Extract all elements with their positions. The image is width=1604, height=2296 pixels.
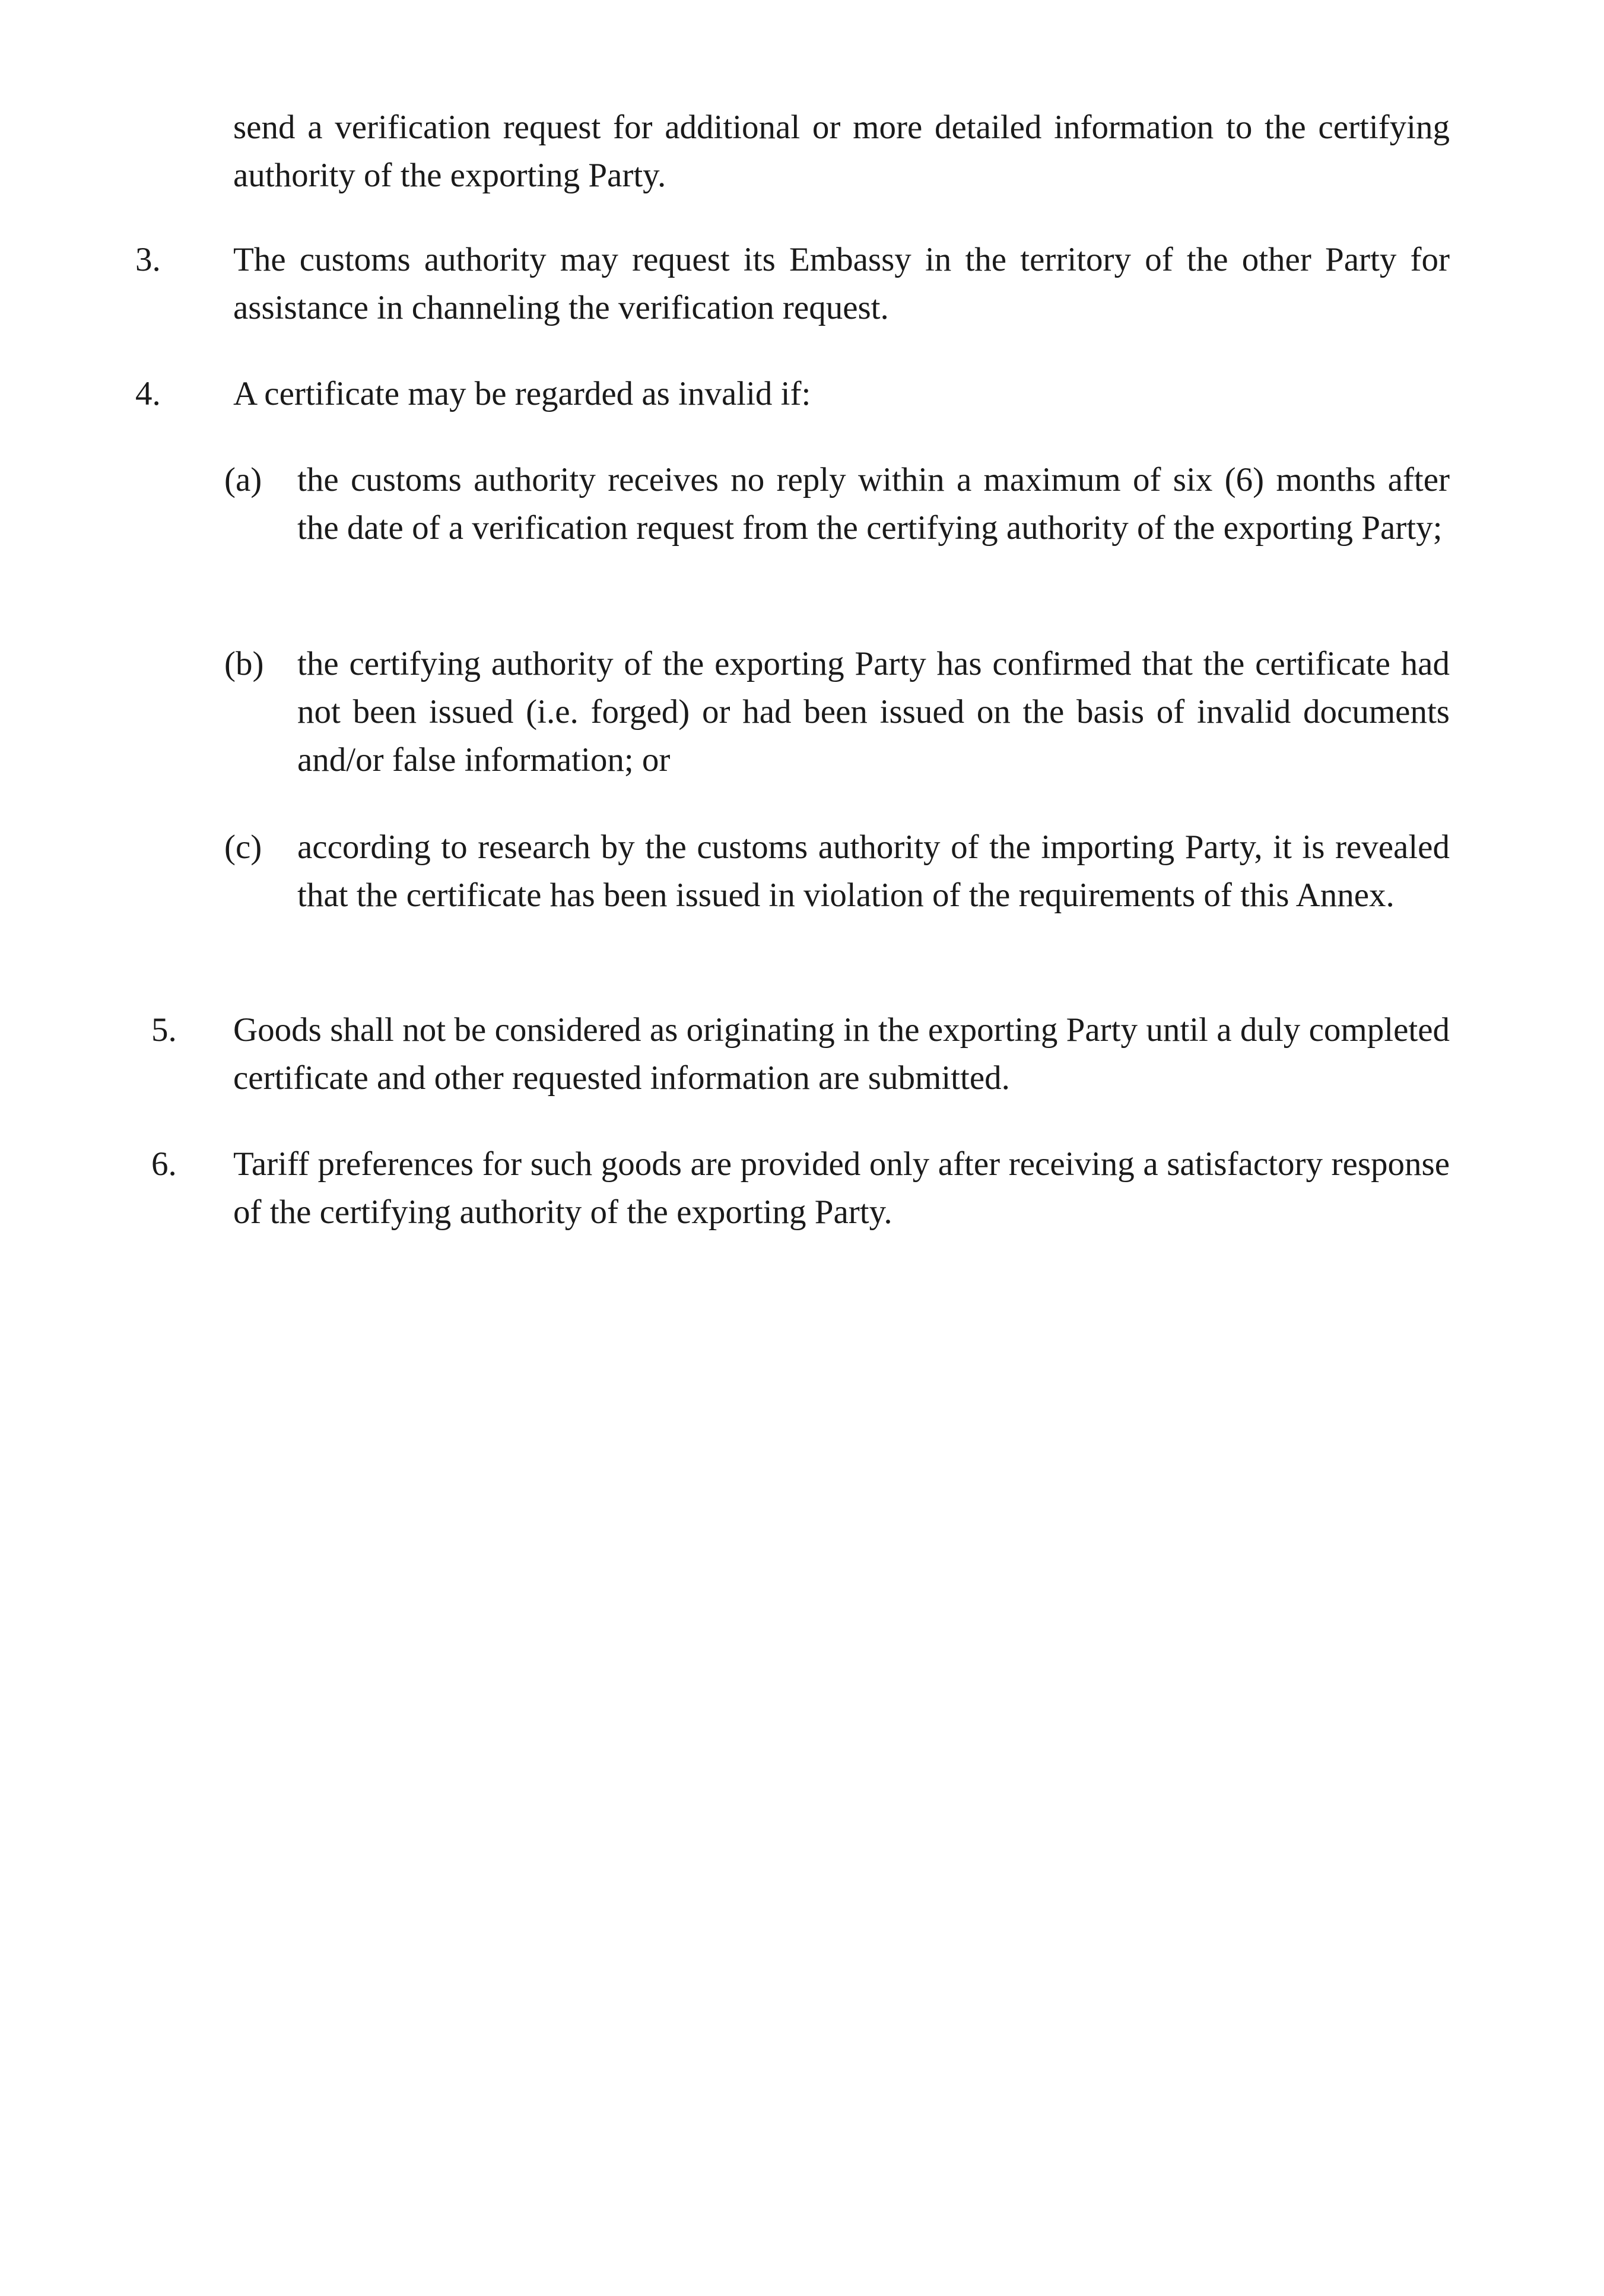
subparagraph-b: the certifying authority of the exporting Party has confirmed that the certificate had not been issued (i.e. forged) or had been issued on the basis of invalid documents and/or false information; or: [297, 645, 1450, 779]
paragraph-5: Goods shall not be considered as originating in the exporting Party until a duly completed certificate and other requested information are submitted.: [233, 1011, 1450, 1097]
paragraph-continuation: send a verification request for additional or more detailed information to the certifying authority of the exporting Party.: [233, 109, 1450, 194]
paragraph-number: 6.: [151, 1145, 177, 1183]
subparagraph-marker: (a): [224, 461, 262, 498]
subparagraph-c: according to research by the customs authority of the importing Party, it is revealed that the certificate has been issued in violation of the requirements of this Annex.: [297, 828, 1450, 914]
paragraph-number: 3.: [135, 241, 161, 278]
paragraph-number: 5.: [151, 1011, 177, 1049]
paragraph-3: The customs authority may request its Embassy in the territory of the other Party for assistance in channeling the verification request.: [233, 241, 1450, 326]
subparagraph-marker: (c): [224, 828, 262, 866]
subparagraph-marker: (b): [224, 645, 264, 682]
paragraph-6: Tariff preferences for such goods are provided only after receiving a satisfactory response of the certifying authority of the exporting Party.: [233, 1145, 1450, 1231]
paragraph-4: A certificate may be regarded as invalid if:: [233, 375, 811, 412]
paragraph-number: 4.: [135, 375, 161, 412]
subparagraph-a: the customs authority receives no reply within a maximum of six (6) months after the date of a verification request from the certifying authority of the exporting Party;: [297, 461, 1450, 547]
